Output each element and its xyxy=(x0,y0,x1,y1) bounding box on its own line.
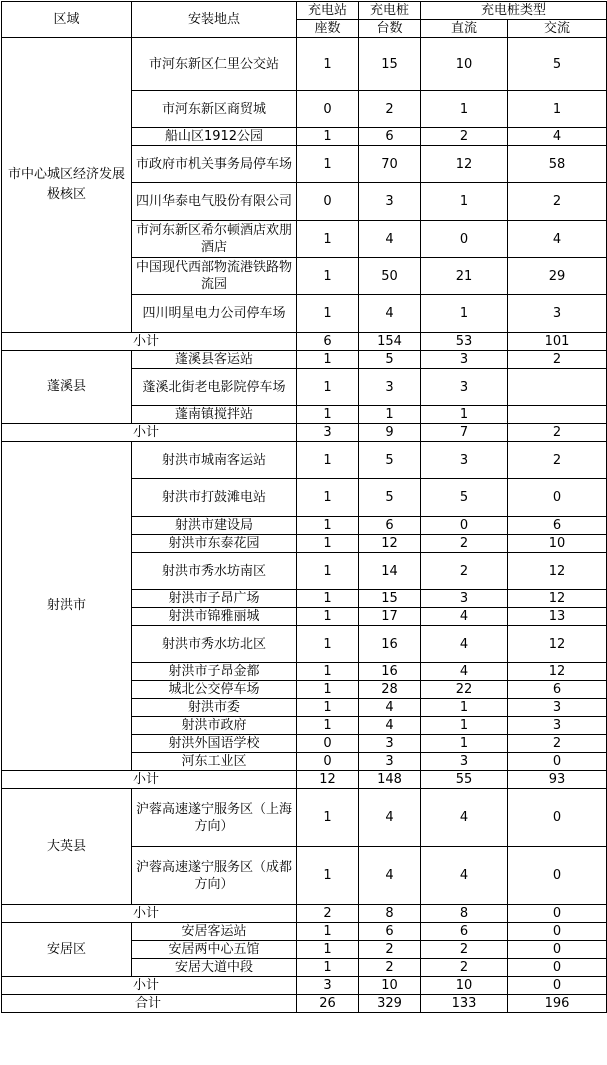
stations-cell: 1 xyxy=(297,626,359,663)
subtotal-row xyxy=(2,333,607,351)
dc-cell: 12 xyxy=(421,146,508,183)
stations-cell: 1 xyxy=(297,663,359,681)
ac-cell: 1 xyxy=(508,91,607,128)
subtotal-dc-cell: 8 xyxy=(421,905,508,923)
stations-cell: 1 xyxy=(297,923,359,941)
piles-cell: 4 xyxy=(359,221,421,258)
ac-cell: 6 xyxy=(508,681,607,699)
dc-cell: 22 xyxy=(421,681,508,699)
subtotal-ac-cell: 93 xyxy=(508,771,607,789)
subtotal-row xyxy=(2,977,607,995)
piles-cell: 3 xyxy=(359,183,421,221)
dc-cell: 3 xyxy=(421,590,508,608)
subtotal-dc-cell: 7 xyxy=(421,424,508,442)
location-cell: 射洪市锦雅丽城 xyxy=(132,608,297,626)
dc-cell: 4 xyxy=(421,847,508,905)
piles-cell: 3 xyxy=(359,735,421,753)
location-cell: 四川明星电力公司停车场 xyxy=(132,295,297,333)
ac-cell: 0 xyxy=(508,479,607,517)
location-cell: 河东工业区 xyxy=(132,753,297,771)
ac-cell: 2 xyxy=(508,735,607,753)
stations-cell: 1 xyxy=(297,717,359,735)
stations-cell: 1 xyxy=(297,608,359,626)
piles-cell: 70 xyxy=(359,146,421,183)
table-row xyxy=(2,351,607,369)
dc-cell: 2 xyxy=(421,535,508,553)
table-row xyxy=(2,789,607,847)
piles-cell: 3 xyxy=(359,753,421,771)
charging-station-table xyxy=(1,1,607,1013)
stations-cell: 0 xyxy=(297,91,359,128)
piles-cell: 5 xyxy=(359,479,421,517)
piles-cell: 15 xyxy=(359,38,421,91)
dc-cell: 2 xyxy=(421,553,508,590)
location-cell: 市政府市机关事务局停车场 xyxy=(132,146,297,183)
subtotal-stations-cell: 6 xyxy=(297,333,359,351)
ac-cell: 3 xyxy=(508,699,607,717)
subtotal-ac-cell: 0 xyxy=(508,977,607,995)
location-cell: 射洪市东泰花园 xyxy=(132,535,297,553)
location-cell: 安居客运站 xyxy=(132,923,297,941)
stations-cell: 1 xyxy=(297,146,359,183)
dc-cell: 1 xyxy=(421,735,508,753)
stations-cell: 0 xyxy=(297,183,359,221)
ac-cell: 6 xyxy=(508,517,607,535)
location-cell: 射洪外国语学校 xyxy=(132,735,297,753)
ac-cell: 0 xyxy=(508,923,607,941)
piles-cell: 2 xyxy=(359,941,421,959)
dc-cell: 5 xyxy=(421,479,508,517)
stations-cell: 1 xyxy=(297,442,359,479)
subtotal-label: 小计 xyxy=(2,333,297,351)
region-cell: 大英县 xyxy=(2,789,132,905)
stations-cell: 1 xyxy=(297,369,359,406)
total-stations-cell: 26 xyxy=(297,995,359,1013)
dc-cell: 2 xyxy=(421,128,508,146)
header-piles-bottom: 台数 xyxy=(359,20,421,38)
subtotal-row xyxy=(2,424,607,442)
ac-cell: 29 xyxy=(508,258,607,295)
subtotal-row xyxy=(2,905,607,923)
subtotal-stations-cell: 3 xyxy=(297,424,359,442)
location-cell: 市河东新区希尔顿酒店欢朋酒店 xyxy=(132,221,297,258)
stations-cell: 1 xyxy=(297,590,359,608)
header-piles-top: 充电桩 xyxy=(359,2,421,20)
piles-cell: 28 xyxy=(359,681,421,699)
ac-cell: 4 xyxy=(508,221,607,258)
total-row xyxy=(2,995,607,1013)
piles-cell: 14 xyxy=(359,553,421,590)
piles-cell: 16 xyxy=(359,663,421,681)
stations-cell: 1 xyxy=(297,406,359,424)
location-cell: 船山区1912公园 xyxy=(132,128,297,146)
total-dc-cell: 133 xyxy=(421,995,508,1013)
region-cell: 市中心城区经济发展极核区 xyxy=(2,38,132,333)
ac-cell: 5 xyxy=(508,38,607,91)
piles-cell: 6 xyxy=(359,128,421,146)
stations-cell: 0 xyxy=(297,735,359,753)
region-cell: 安居区 xyxy=(2,923,132,977)
piles-cell: 2 xyxy=(359,91,421,128)
location-cell: 射洪市子昂广场 xyxy=(132,590,297,608)
header-location: 安装地点 xyxy=(132,2,297,38)
table-row xyxy=(2,442,607,479)
stations-cell: 1 xyxy=(297,38,359,91)
dc-cell: 1 xyxy=(421,91,508,128)
stations-cell: 1 xyxy=(297,128,359,146)
piles-cell: 2 xyxy=(359,959,421,977)
dc-cell: 3 xyxy=(421,442,508,479)
subtotal-dc-cell: 10 xyxy=(421,977,508,995)
subtotal-stations-cell: 2 xyxy=(297,905,359,923)
total-label: 合计 xyxy=(2,995,297,1013)
piles-cell: 17 xyxy=(359,608,421,626)
dc-cell: 4 xyxy=(421,789,508,847)
ac-cell: 12 xyxy=(508,590,607,608)
ac-cell: 0 xyxy=(508,941,607,959)
location-cell: 沪蓉高速遂宁服务区（成都方向） xyxy=(132,847,297,905)
stations-cell: 1 xyxy=(297,847,359,905)
table-header xyxy=(2,2,607,38)
dc-cell: 6 xyxy=(421,923,508,941)
subtotal-piles-cell: 10 xyxy=(359,977,421,995)
header-stations-bottom: 座数 xyxy=(297,20,359,38)
piles-cell: 4 xyxy=(359,295,421,333)
dc-cell: 3 xyxy=(421,753,508,771)
subtotal-label: 小计 xyxy=(2,424,297,442)
stations-cell: 1 xyxy=(297,517,359,535)
location-cell: 蓬南镇搅拌站 xyxy=(132,406,297,424)
ac-cell xyxy=(508,369,607,406)
subtotal-stations-cell: 12 xyxy=(297,771,359,789)
stations-cell: 1 xyxy=(297,295,359,333)
stations-cell: 1 xyxy=(297,941,359,959)
table-row xyxy=(2,923,607,941)
subtotal-label: 小计 xyxy=(2,771,297,789)
header-stations-top: 充电站 xyxy=(297,2,359,20)
stations-cell: 1 xyxy=(297,479,359,517)
piles-cell: 4 xyxy=(359,847,421,905)
ac-cell: 12 xyxy=(508,626,607,663)
ac-cell: 3 xyxy=(508,717,607,735)
header-ac: 交流 xyxy=(508,20,607,38)
stations-cell: 1 xyxy=(297,699,359,717)
stations-cell: 1 xyxy=(297,351,359,369)
table-body xyxy=(2,38,607,1013)
ac-cell: 0 xyxy=(508,753,607,771)
ac-cell: 0 xyxy=(508,847,607,905)
ac-cell xyxy=(508,406,607,424)
ac-cell: 2 xyxy=(508,183,607,221)
dc-cell: 3 xyxy=(421,369,508,406)
subtotal-label: 小计 xyxy=(2,977,297,995)
dc-cell: 1 xyxy=(421,295,508,333)
location-cell: 蓬溪县客运站 xyxy=(132,351,297,369)
table-row xyxy=(2,38,607,91)
piles-cell: 16 xyxy=(359,626,421,663)
dc-cell: 0 xyxy=(421,517,508,535)
subtotal-piles-cell: 8 xyxy=(359,905,421,923)
stations-cell: 1 xyxy=(297,789,359,847)
subtotal-piles-cell: 154 xyxy=(359,333,421,351)
stations-cell: 1 xyxy=(297,535,359,553)
ac-cell: 13 xyxy=(508,608,607,626)
location-cell: 市河东新区仁里公交站 xyxy=(132,38,297,91)
piles-cell: 4 xyxy=(359,717,421,735)
dc-cell: 3 xyxy=(421,351,508,369)
location-cell: 射洪市打鼓滩电站 xyxy=(132,479,297,517)
location-cell: 市河东新区商贸城 xyxy=(132,91,297,128)
dc-cell: 21 xyxy=(421,258,508,295)
piles-cell: 1 xyxy=(359,406,421,424)
dc-cell: 1 xyxy=(421,699,508,717)
dc-cell: 2 xyxy=(421,959,508,977)
location-cell: 射洪市秀水坊北区 xyxy=(132,626,297,663)
ac-cell: 4 xyxy=(508,128,607,146)
location-cell: 中国现代西部物流港铁路物流园 xyxy=(132,258,297,295)
ac-cell: 0 xyxy=(508,959,607,977)
subtotal-dc-cell: 55 xyxy=(421,771,508,789)
location-cell: 射洪市委 xyxy=(132,699,297,717)
location-cell: 射洪市建设局 xyxy=(132,517,297,535)
subtotal-label: 小计 xyxy=(2,905,297,923)
total-ac-cell: 196 xyxy=(508,995,607,1013)
piles-cell: 3 xyxy=(359,369,421,406)
stations-cell: 1 xyxy=(297,681,359,699)
ac-cell: 12 xyxy=(508,663,607,681)
ac-cell: 3 xyxy=(508,295,607,333)
location-cell: 射洪市政府 xyxy=(132,717,297,735)
ac-cell: 2 xyxy=(508,442,607,479)
dc-cell: 4 xyxy=(421,663,508,681)
location-cell: 安居大道中段 xyxy=(132,959,297,977)
region-cell: 蓬溪县 xyxy=(2,351,132,424)
location-cell: 射洪市城南客运站 xyxy=(132,442,297,479)
total-piles-cell: 329 xyxy=(359,995,421,1013)
piles-cell: 4 xyxy=(359,789,421,847)
ac-cell: 0 xyxy=(508,789,607,847)
subtotal-stations-cell: 3 xyxy=(297,977,359,995)
piles-cell: 6 xyxy=(359,517,421,535)
piles-cell: 50 xyxy=(359,258,421,295)
location-cell: 射洪市子昂金都 xyxy=(132,663,297,681)
ac-cell: 10 xyxy=(508,535,607,553)
piles-cell: 5 xyxy=(359,351,421,369)
subtotal-ac-cell: 2 xyxy=(508,424,607,442)
stations-cell: 1 xyxy=(297,553,359,590)
dc-cell: 1 xyxy=(421,717,508,735)
piles-cell: 4 xyxy=(359,699,421,717)
stations-cell: 0 xyxy=(297,753,359,771)
stations-cell: 1 xyxy=(297,258,359,295)
piles-cell: 12 xyxy=(359,535,421,553)
subtotal-ac-cell: 101 xyxy=(508,333,607,351)
dc-cell: 4 xyxy=(421,626,508,663)
piles-cell: 15 xyxy=(359,590,421,608)
subtotal-piles-cell: 148 xyxy=(359,771,421,789)
dc-cell: 4 xyxy=(421,608,508,626)
location-cell: 安居两中心五馆 xyxy=(132,941,297,959)
piles-cell: 5 xyxy=(359,442,421,479)
header-dc: 直流 xyxy=(421,20,508,38)
piles-cell: 6 xyxy=(359,923,421,941)
subtotal-ac-cell: 0 xyxy=(508,905,607,923)
location-cell: 射洪市秀水坊南区 xyxy=(132,553,297,590)
ac-cell: 58 xyxy=(508,146,607,183)
header-pile-type: 充电桩类型 xyxy=(421,2,607,20)
region-cell: 射洪市 xyxy=(2,442,132,771)
subtotal-row xyxy=(2,771,607,789)
location-cell: 四川华泰电气股份有限公司 xyxy=(132,183,297,221)
ac-cell: 2 xyxy=(508,351,607,369)
location-cell: 城北公交停车场 xyxy=(132,681,297,699)
subtotal-piles-cell: 9 xyxy=(359,424,421,442)
location-cell: 沪蓉高速遂宁服务区（上海方向） xyxy=(132,789,297,847)
stations-cell: 1 xyxy=(297,959,359,977)
dc-cell: 1 xyxy=(421,183,508,221)
header-region: 区域 xyxy=(2,2,132,38)
dc-cell: 10 xyxy=(421,38,508,91)
location-cell: 蓬溪北街老电影院停车场 xyxy=(132,369,297,406)
stations-cell: 1 xyxy=(297,221,359,258)
dc-cell: 1 xyxy=(421,406,508,424)
dc-cell: 2 xyxy=(421,941,508,959)
subtotal-dc-cell: 53 xyxy=(421,333,508,351)
dc-cell: 0 xyxy=(421,221,508,258)
ac-cell: 12 xyxy=(508,553,607,590)
